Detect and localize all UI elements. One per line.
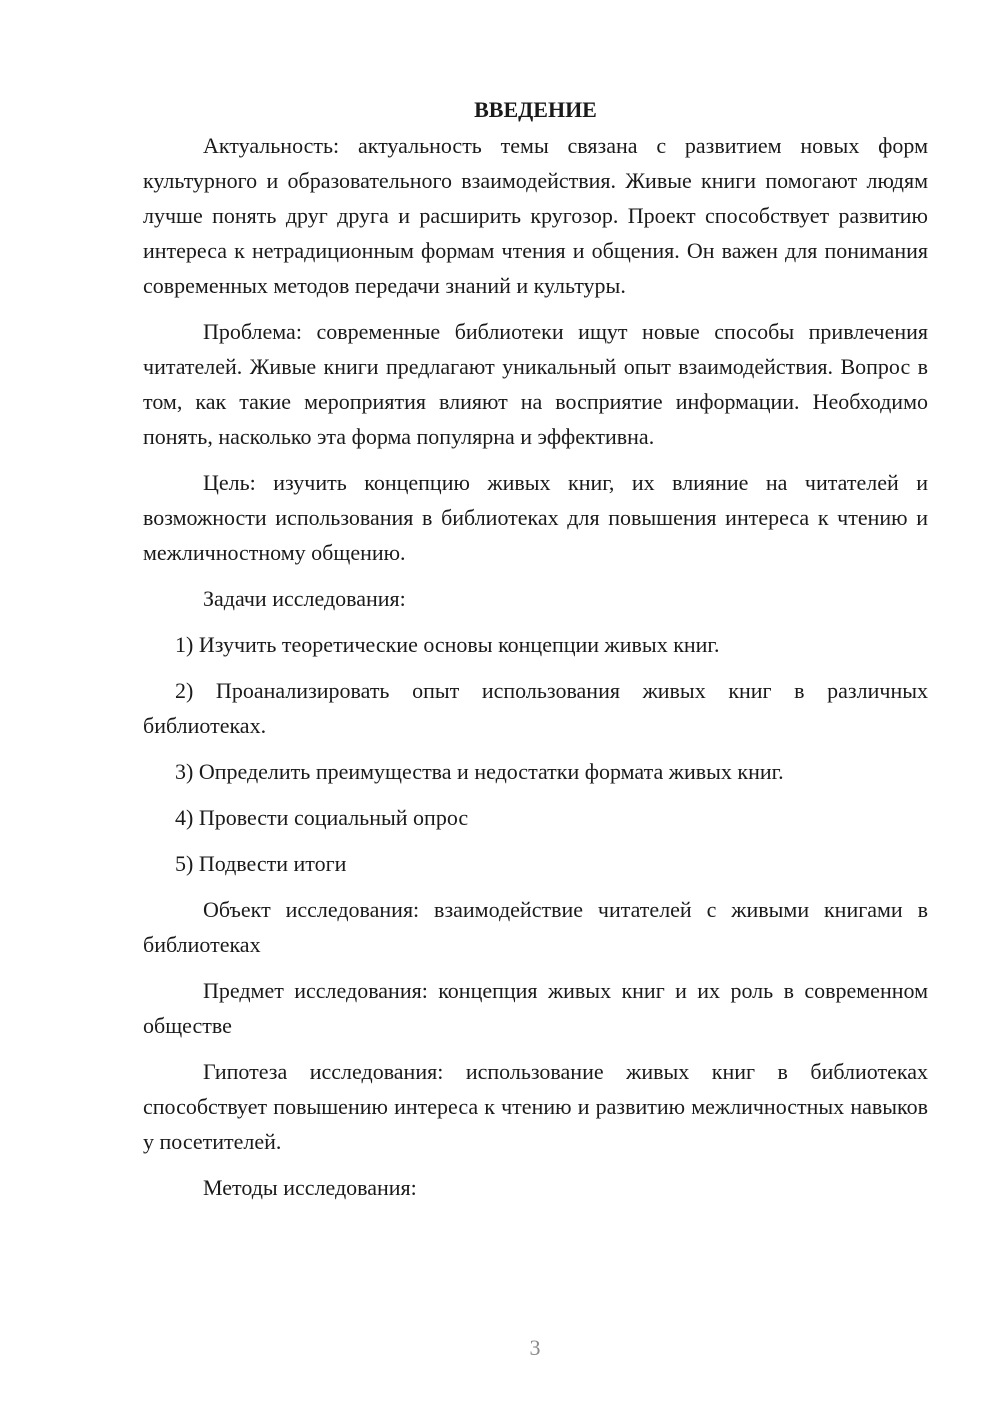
methods-heading: Методы исследования: xyxy=(203,1175,417,1200)
task-item: 1) Изучить теоретические основы концепции живых книг. xyxy=(175,632,720,657)
goal-paragraph: Цель: изучить концепцию живых книг, их влияние на читателей и возможности использования в библиотеках для повышения интереса к чтению и межличностному общению. xyxy=(143,470,928,565)
subject-paragraph: Предмет исследования: концепция живых книг и их роль в современном обществе xyxy=(143,978,928,1038)
task-item: 3) Определить преимущества и недостатки формата живых книг. xyxy=(175,759,784,784)
task-item: 5) Подвести итоги xyxy=(175,851,347,876)
document-page xyxy=(143,92,928,1216)
section-heading: ВВЕДЕНИЕ xyxy=(474,97,597,122)
tasks-list xyxy=(143,627,928,881)
task-item: 2) Проанализировать опыт использования живых книг в различных библиотеках. xyxy=(143,678,928,738)
relevance-paragraph: Актуальность: актуальность темы связана с развитием новых форм культурного и образовательного взаимодействия. Живые книги помогают людям лучше понять друг друга и расширить кругозор. Проект способствует развитию интереса к нетрадиционным формам чтения и общения. Он важен для понимания современных методов передачи знаний и культуры. xyxy=(143,133,928,298)
page-number: 3 xyxy=(529,1335,541,1360)
object-paragraph: Объект исследования: взаимодействие читателей с живыми книгами в библиотеках xyxy=(143,897,928,957)
hypothesis-paragraph: Гипотеза исследования: использование живых книг в библиотеках способствует повышению интереса к чтению и развитию межличностных навыков у посетителей. xyxy=(143,1059,928,1154)
task-item: 4) Провести социальный опрос xyxy=(175,805,469,830)
tasks-heading: Задачи исследования: xyxy=(203,586,406,611)
problem-paragraph: Проблема: современные библиотеки ищут новые способы привлечения читателей. Живые книги предлагают уникальный опыт взаимодействия. Вопрос в том, как такие мероприятия влияют на восприятие информации. Необходимо понять, насколько эта форма популярна и эффективна. xyxy=(143,319,928,449)
